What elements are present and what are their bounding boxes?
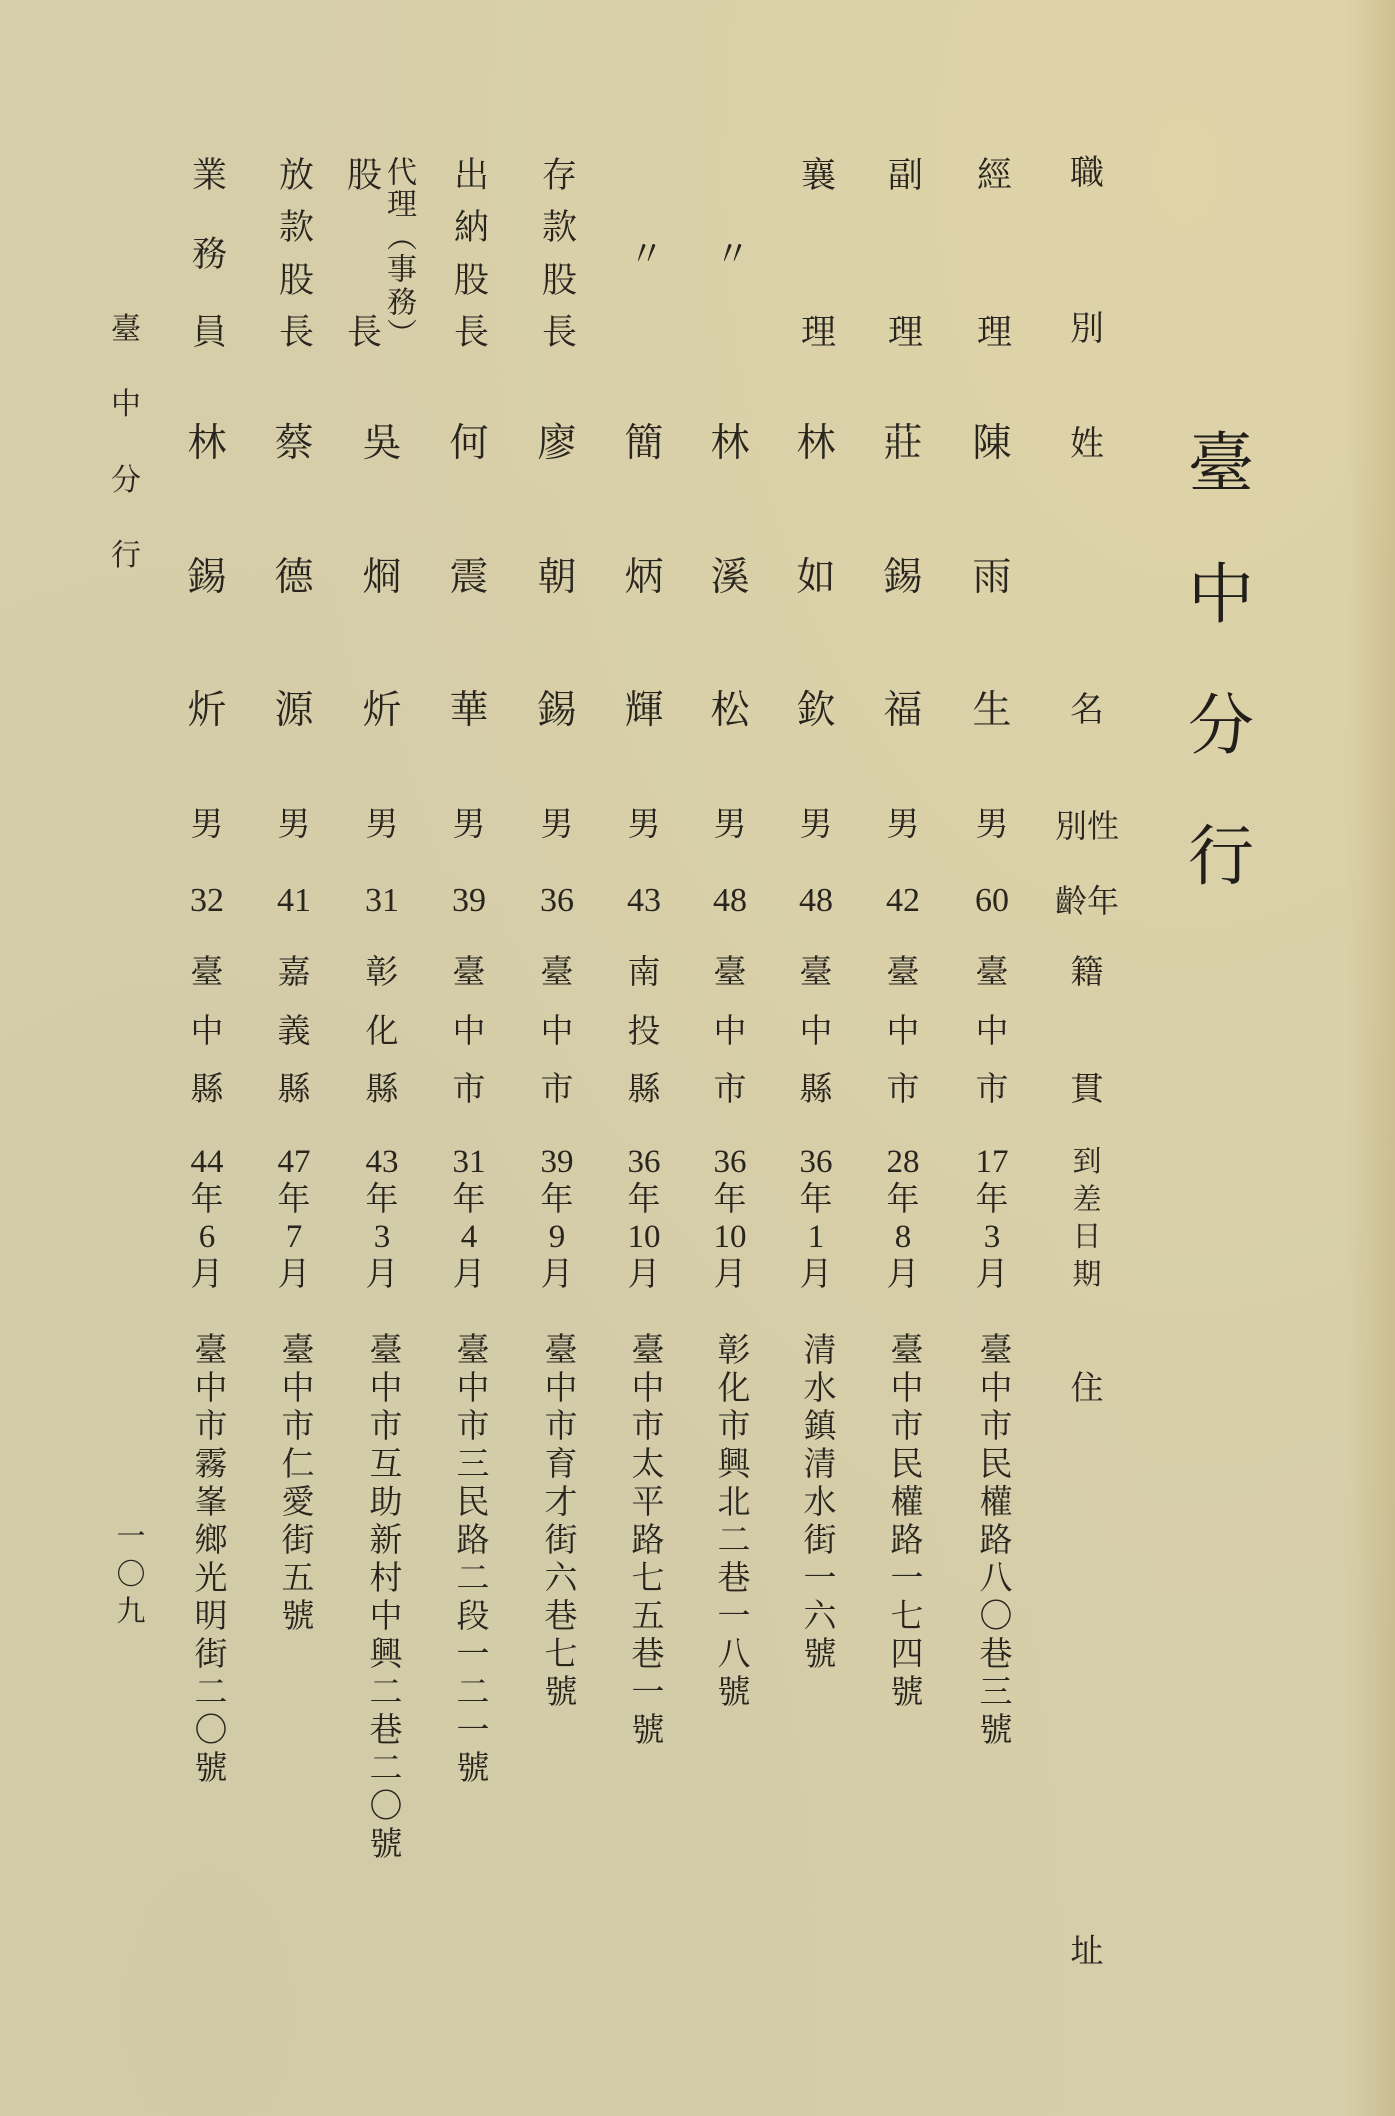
address-text: 臺中市太平路七五巷一號 xyxy=(626,1332,663,1750)
glyph: 松 xyxy=(710,689,750,732)
glyph: 名 xyxy=(1070,692,1104,729)
page-title xyxy=(1171,428,1271,894)
cell-arrival-date xyxy=(942,1146,1042,1292)
cell-position xyxy=(680,156,780,348)
table-row xyxy=(244,0,344,2116)
glyph: 福 xyxy=(883,689,923,732)
glyph: 溪 xyxy=(710,555,750,599)
glyph: （ xyxy=(382,220,415,251)
glyph: 職 xyxy=(1070,155,1104,192)
cell-position xyxy=(507,156,607,348)
address-text: 臺中市仁愛街五號 xyxy=(276,1332,313,1636)
glyph: 投 xyxy=(627,1013,661,1050)
cell-arrival-date xyxy=(853,1146,953,1292)
cell-native-place xyxy=(507,957,607,1107)
address-text: 彰化市興北二巷一八號 xyxy=(712,1332,749,1712)
glyph: 行 xyxy=(111,538,141,572)
glyph: 彰 xyxy=(365,955,399,991)
glyph: 長 xyxy=(342,313,382,348)
cell-native-place xyxy=(853,957,953,1107)
cell-arrival-date xyxy=(507,1146,607,1292)
cell-position xyxy=(766,156,866,348)
glyph: 月 xyxy=(713,1256,747,1293)
header-sex-cell xyxy=(1037,810,1137,842)
glyph: 款 xyxy=(537,208,577,244)
table-header-column xyxy=(1037,0,1137,2116)
glyph: 市 xyxy=(540,1072,574,1108)
cell-address xyxy=(332,1332,432,1864)
glyph: 年 xyxy=(627,1181,661,1218)
cell-native-place xyxy=(244,957,344,1107)
glyph: 臺 xyxy=(886,955,920,991)
glyph: 炳 xyxy=(624,555,664,599)
glyph: 中 xyxy=(452,1013,486,1050)
glyph: 錫 xyxy=(883,555,923,599)
glyph: 7 xyxy=(285,1219,303,1256)
glyph: 理 xyxy=(883,313,923,348)
cell-address xyxy=(594,1332,694,1750)
glyph: 8 xyxy=(894,1219,912,1256)
glyph: 股 xyxy=(342,156,382,191)
address-text: 臺中市民權路一七四號 xyxy=(885,1332,922,1712)
glyph: 年 xyxy=(277,1181,311,1218)
glyph: 36 xyxy=(713,1144,747,1180)
glyph: 臺 xyxy=(190,955,224,991)
glyph: 縣 xyxy=(365,1072,399,1108)
cell-sex: 男 xyxy=(975,807,1009,843)
glyph: 林 xyxy=(187,422,227,465)
glyph: 理 xyxy=(796,313,836,348)
cell-sex: 男 xyxy=(452,807,486,843)
glyph: 臺 xyxy=(452,955,486,991)
cell-native-place xyxy=(766,957,866,1107)
glyph: 31 xyxy=(452,1144,486,1180)
glyph: 年 xyxy=(886,1181,920,1218)
cell-age: 60 xyxy=(975,882,1009,919)
glyph: 月 xyxy=(277,1256,311,1293)
glyph: 代 xyxy=(382,156,415,186)
cell-arrival-date xyxy=(244,1146,344,1292)
cell-address xyxy=(419,1332,519,1788)
glyph: 39 xyxy=(540,1144,574,1180)
cell-address xyxy=(942,1332,1042,1750)
glyph: 10 xyxy=(713,1219,747,1256)
header-name xyxy=(1037,428,1137,728)
glyph: 股 xyxy=(449,260,489,296)
page-title-column xyxy=(1171,0,1271,2116)
glyph: 市 xyxy=(975,1072,1009,1108)
glyph: 納 xyxy=(449,208,489,244)
page-number-column xyxy=(81,0,181,2116)
glyph: 月 xyxy=(540,1256,574,1293)
cell-position xyxy=(244,156,344,348)
glyph: 吳 xyxy=(362,422,402,465)
glyph: 9 xyxy=(548,1219,566,1256)
glyph: 九 xyxy=(116,1596,146,1628)
glyph: 理 xyxy=(972,313,1012,348)
glyph: 1 xyxy=(807,1219,825,1256)
table-row xyxy=(332,0,432,2116)
glyph: 年 xyxy=(365,1181,399,1218)
cell-sex: 男 xyxy=(799,807,833,843)
cell-age: 41 xyxy=(277,882,311,919)
glyph: 月 xyxy=(886,1256,920,1293)
glyph: 臺 xyxy=(713,955,747,991)
glyph: 莊 xyxy=(883,422,923,465)
table-row xyxy=(507,0,607,2116)
glyph: 市 xyxy=(886,1072,920,1108)
cell-native-place xyxy=(942,957,1042,1107)
glyph: 炘 xyxy=(187,689,227,732)
address-text: 臺中市三民路二段一二一號 xyxy=(451,1332,488,1788)
glyph: 28 xyxy=(886,1144,920,1180)
cell-arrival-date xyxy=(332,1146,432,1292)
glyph: 47 xyxy=(277,1144,311,1180)
glyph: 事 xyxy=(382,253,415,284)
glyph: 日 xyxy=(1072,1221,1102,1254)
glyph: 股 xyxy=(274,260,314,296)
glyph: 蔡 xyxy=(274,422,314,465)
glyph: 臺 xyxy=(540,955,574,991)
glyph: 簡 xyxy=(624,422,664,465)
glyph: 林 xyxy=(710,422,750,465)
glyph: 縣 xyxy=(190,1072,224,1108)
glyph: 3 xyxy=(373,1219,391,1256)
glyph: 出 xyxy=(449,156,489,191)
glyph: 股 xyxy=(537,260,577,296)
glyph: 生 xyxy=(972,689,1012,732)
cell-age: 48 xyxy=(713,882,747,919)
glyph: 南 xyxy=(627,955,661,991)
glyph: 中 xyxy=(799,1013,833,1050)
cell-position xyxy=(594,156,694,348)
cell-name xyxy=(332,424,432,730)
cell-name xyxy=(244,424,344,730)
glyph: 〇 xyxy=(116,1558,146,1591)
glyph: 震 xyxy=(449,555,489,599)
glyph: 月 xyxy=(190,1256,224,1293)
page-number xyxy=(81,1523,181,1627)
cell-position xyxy=(942,156,1042,348)
glyph: 林 xyxy=(796,422,836,465)
glyph: 縣 xyxy=(627,1072,661,1108)
cell-address xyxy=(244,1332,344,1636)
glyph: 年 xyxy=(975,1181,1009,1218)
glyph: 縣 xyxy=(799,1072,833,1108)
table-row xyxy=(942,0,1042,2116)
glyph: 〃 xyxy=(710,234,750,270)
cell-name xyxy=(594,424,694,730)
glyph: 43 xyxy=(365,1144,399,1180)
cell-arrival-date xyxy=(594,1146,694,1292)
glyph: 中 xyxy=(1188,559,1254,632)
cell-sex: 男 xyxy=(713,807,747,843)
glyph: 欽 xyxy=(796,689,836,732)
cell-sex: 男 xyxy=(190,807,224,843)
glyph: 輝 xyxy=(624,689,664,732)
glyph: 市 xyxy=(713,1072,747,1108)
glyph: 月 xyxy=(452,1256,486,1293)
table-row xyxy=(853,0,953,2116)
glyph: 臺 xyxy=(1188,428,1254,501)
glyph: 理 xyxy=(382,188,415,219)
cell-sex: 男 xyxy=(277,807,311,843)
glyph: 務 xyxy=(382,285,415,316)
cell-arrival-date xyxy=(419,1146,519,1292)
glyph: 年 xyxy=(713,1181,747,1218)
cell-age: 48 xyxy=(799,882,833,919)
cell-age: 42 xyxy=(886,882,920,919)
glyph: 中 xyxy=(713,1013,747,1050)
cell-name xyxy=(766,424,866,730)
glyph: 6 xyxy=(198,1219,216,1256)
glyph: 月 xyxy=(799,1256,833,1293)
glyph: 德 xyxy=(274,555,314,599)
glyph: 臺 xyxy=(799,955,833,991)
cell-sex: 男 xyxy=(886,807,920,843)
glyph: 別 xyxy=(1070,311,1104,348)
glyph: 差 xyxy=(1072,1183,1102,1216)
glyph: 源 xyxy=(274,689,314,732)
table-row xyxy=(680,0,780,2116)
glyph: 業 xyxy=(187,156,227,191)
glyph: 陳 xyxy=(972,422,1012,465)
glyph: 月 xyxy=(627,1256,661,1293)
cell-position xyxy=(853,156,953,348)
glyph: 臺 xyxy=(975,955,1009,991)
glyph: 〃 xyxy=(624,234,664,270)
glyph: 臺 xyxy=(111,313,141,346)
glyph: 月 xyxy=(365,1256,399,1293)
glyph: 年 xyxy=(540,1181,574,1218)
glyph: 放 xyxy=(274,156,314,191)
glyph: 炘 xyxy=(362,689,402,732)
glyph: 44 xyxy=(190,1144,224,1180)
cell-native-place xyxy=(332,957,432,1107)
cell-name xyxy=(419,424,519,730)
glyph: 副 xyxy=(883,156,923,191)
glyph: 36 xyxy=(799,1144,833,1180)
address-text: 臺中市互助新村中興二巷二〇號 xyxy=(364,1332,401,1864)
glyph: 年 xyxy=(799,1181,833,1218)
glyph: 36 xyxy=(627,1144,661,1180)
address-text: 臺中市民權路八〇巷三號 xyxy=(974,1332,1011,1750)
glyph: 嘉 xyxy=(277,955,311,991)
glyph: 年 xyxy=(190,1181,224,1218)
address-text: 清水鎮清水街一六號 xyxy=(798,1332,835,1674)
glyph: 分 xyxy=(111,463,141,497)
cell-native-place xyxy=(594,957,694,1107)
cell-address xyxy=(680,1332,780,1712)
cell-sex: 男 xyxy=(365,807,399,843)
cell-name xyxy=(680,424,780,730)
glyph: 年 xyxy=(452,1181,486,1218)
glyph: 中 xyxy=(190,1013,224,1050)
glyph: 中 xyxy=(886,1013,920,1050)
glyph: 行 xyxy=(1188,821,1254,894)
cell-name xyxy=(942,424,1042,730)
header-address xyxy=(1037,1373,1137,1969)
glyph: 員 xyxy=(187,313,227,348)
glyph: 分 xyxy=(1188,690,1254,763)
glyph: 住 xyxy=(1070,1371,1104,1407)
cell-sex: 男 xyxy=(627,807,661,843)
cell-age: 43 xyxy=(627,882,661,919)
glyph: 10 xyxy=(627,1219,661,1256)
glyph: 期 xyxy=(1072,1258,1102,1291)
glyph: 務 xyxy=(187,234,227,270)
glyph: 3 xyxy=(983,1219,1001,1256)
glyph: 雨 xyxy=(972,555,1012,599)
glyph: 中 xyxy=(540,1013,574,1050)
cell-age: 31 xyxy=(365,882,399,919)
cell-address xyxy=(853,1332,953,1712)
glyph: 何 xyxy=(449,422,489,465)
glyph: 華 xyxy=(449,689,489,732)
header-age: 年齡 xyxy=(1054,883,1119,919)
cell-address xyxy=(507,1332,607,1712)
cell-native-place xyxy=(680,957,780,1107)
header-native-place xyxy=(1037,957,1137,1107)
glyph: 烱 xyxy=(362,555,402,599)
glyph: 款 xyxy=(274,208,314,244)
glyph: 經 xyxy=(972,156,1012,191)
glyph: 姓 xyxy=(1070,426,1104,463)
table-row xyxy=(594,0,694,2116)
cell-name xyxy=(507,424,607,730)
glyph: 化 xyxy=(365,1013,399,1050)
glyph: 義 xyxy=(277,1013,311,1050)
glyph: 到 xyxy=(1072,1146,1102,1178)
glyph: 長 xyxy=(449,312,489,348)
header-arrival-date xyxy=(1037,1148,1137,1290)
glyph: 長 xyxy=(537,312,577,348)
glyph: 長 xyxy=(274,312,314,348)
cell-age: 32 xyxy=(190,882,224,919)
glyph: 4 xyxy=(460,1219,478,1256)
glyph: 址 xyxy=(1070,1934,1104,1970)
header-age-cell xyxy=(1037,885,1137,917)
glyph: 廖 xyxy=(537,422,577,465)
cell-age: 36 xyxy=(540,882,574,919)
glyph: 襄 xyxy=(796,156,836,191)
cell-arrival-date xyxy=(680,1146,780,1292)
cell-age: 39 xyxy=(452,882,486,919)
glyph: 朝 xyxy=(537,555,577,599)
glyph: 錫 xyxy=(537,689,577,732)
header-position xyxy=(1037,157,1137,347)
table-row xyxy=(766,0,866,2116)
glyph: 錫 xyxy=(187,555,227,599)
address-text: 臺中市育才街六巷七號 xyxy=(539,1332,576,1712)
cell-address xyxy=(766,1332,866,1674)
glyph: 中 xyxy=(975,1013,1009,1050)
glyph: 縣 xyxy=(277,1072,311,1108)
glyph: 存 xyxy=(537,156,577,191)
glyph: 市 xyxy=(452,1072,486,1108)
glyph: 一 xyxy=(116,1521,146,1553)
header-sex: 性別 xyxy=(1054,808,1119,844)
cell-arrival-date xyxy=(766,1146,866,1292)
glyph: 如 xyxy=(796,555,836,599)
cell-native-place xyxy=(419,957,519,1107)
glyph: 貫 xyxy=(1070,1072,1104,1108)
glyph: 籍 xyxy=(1070,955,1104,991)
cell-sex: 男 xyxy=(540,807,574,843)
address-text: 臺中市霧峯鄉光明街二〇號 xyxy=(189,1332,226,1788)
glyph: ） xyxy=(382,317,415,348)
cell-name xyxy=(853,424,953,730)
glyph: 中 xyxy=(111,388,141,422)
glyph: 17 xyxy=(975,1144,1009,1180)
glyph: 月 xyxy=(975,1256,1009,1293)
